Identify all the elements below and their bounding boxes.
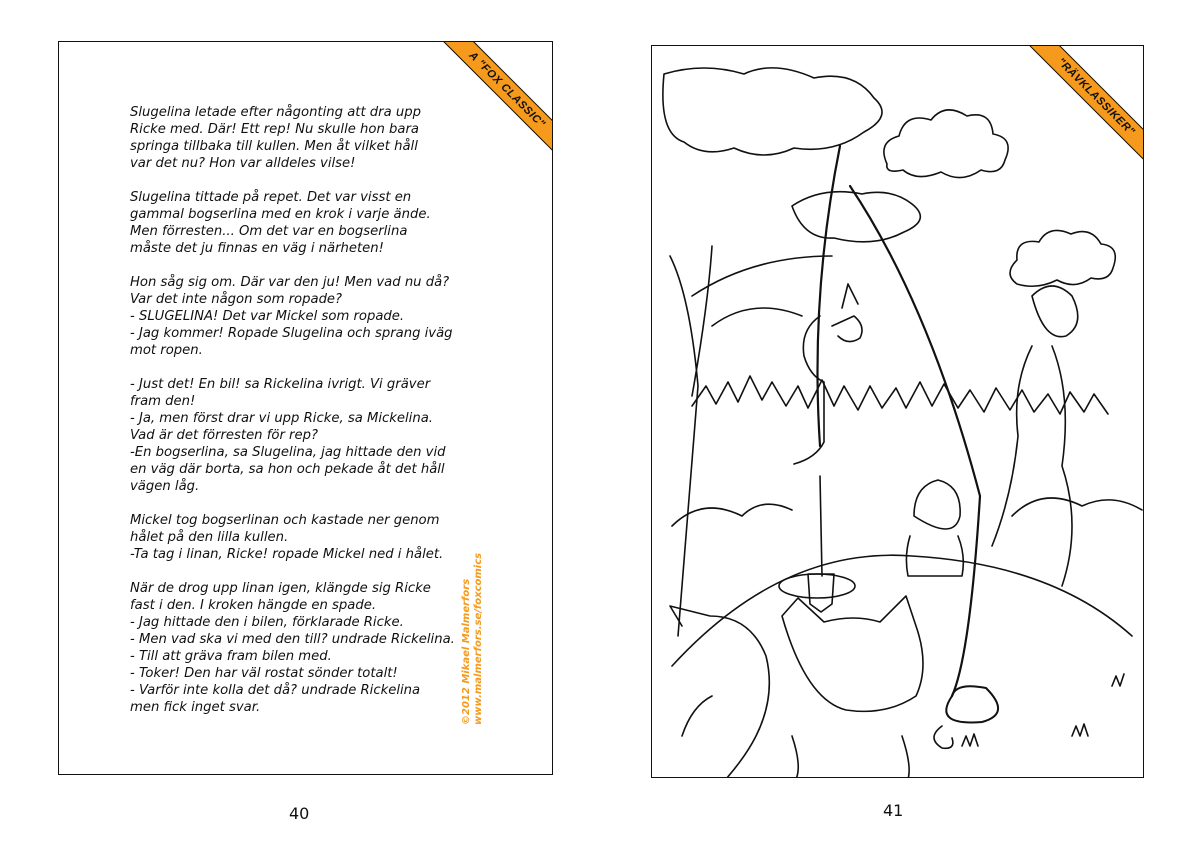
- text-line: - SLUGELINA! Det var Mickel som ropade.: [130, 309, 405, 324]
- pulling-fox: [992, 286, 1078, 586]
- tree-trunk: [670, 246, 712, 636]
- climbing-fox: [794, 284, 862, 464]
- tree-canopy: [792, 192, 920, 242]
- text-line: Mickel tog bogserlinan och kastade ner genom: [130, 513, 440, 528]
- rope-coil: [946, 686, 998, 722]
- text-line: hålet på den lilla kullen.: [130, 530, 289, 545]
- text-line: Vad är det förresten för rep?: [130, 428, 318, 443]
- text-line: Slugelina letade efter någonting att dra upp: [130, 105, 421, 120]
- fox-classic-banner: A "FOX CLASSIC": [432, 41, 553, 165]
- text-line: mot ropen.: [130, 343, 203, 358]
- story-text: [130, 104, 490, 733]
- text-line: - Toker! Den har väl rostat sönder totalt!: [130, 666, 398, 681]
- spade: [808, 476, 834, 612]
- text-line: Slugelina tittade på repet. Det var visst en: [130, 190, 412, 205]
- text-line: Hon såg sig om. Där var den ju! Men vad nu då?: [130, 275, 450, 290]
- text-line: fast i den. I kroken hängde en spade.: [130, 598, 377, 613]
- paragraph: [130, 274, 490, 359]
- text-line: -Ta tag i linan, Ricke! ropade Mickel ned i hålet.: [130, 547, 444, 562]
- hook: [934, 726, 953, 748]
- tree-branch: [692, 256, 832, 326]
- text-line: en väg där borta, sa hon och pekade åt det håll: [130, 462, 445, 477]
- text-line: Var det inte någon som ropade?: [130, 292, 343, 307]
- text-line: När de drog upp linan igen, klängde sig Ricke: [130, 581, 431, 596]
- page-number-left: 40: [289, 804, 310, 823]
- ravklassiker-banner: "RÄVKLASSIKER": [1021, 45, 1144, 172]
- cloud: [884, 110, 1008, 178]
- copyright-line: ©2012 Mikael Malmerfors: [461, 578, 472, 725]
- hole: [779, 574, 855, 598]
- text-line: måste det ju finnas en väg i närheten!: [130, 241, 384, 256]
- foreground-fox: [782, 596, 923, 778]
- tree-canopy: [663, 68, 882, 155]
- website-line: www.malmerfors.se/foxcomics: [473, 552, 484, 725]
- text-line: vägen låg.: [130, 479, 200, 494]
- paragraph: [130, 512, 490, 563]
- comic-illustration: [652, 46, 1144, 778]
- fox-in-hole: [906, 480, 963, 576]
- hill: [672, 555, 1132, 666]
- paragraph: [130, 189, 490, 257]
- page-number-right: 41: [883, 801, 904, 820]
- cloud: [1010, 230, 1115, 286]
- text-line: -En bogserlina, sa Slugelina, jag hittade den vid: [130, 445, 446, 460]
- paragraph: [130, 580, 490, 716]
- text-line: gammal bogserlina med en krok i varje ände.: [130, 207, 431, 222]
- paragraph: [130, 376, 490, 495]
- right-page: [651, 45, 1144, 778]
- foreground-fox: [670, 606, 769, 778]
- text-line: var det nu? Hon var alldeles vilse!: [130, 156, 356, 171]
- text-line: - Men vad ska vi med den till? undrade Rickelina.: [130, 632, 455, 647]
- text-line: - Jag kommer! Ropade Slugelina och sprang iväg: [130, 326, 453, 341]
- text-line: - Till att gräva fram bilen med.: [130, 649, 332, 664]
- text-line: Men förresten... Om det var en bogserlina: [130, 224, 408, 239]
- text-line: Ricke med. Där! Ett rep! Nu skulle hon bara: [130, 122, 419, 137]
- copyright-credit: [461, 553, 485, 725]
- rope: [818, 146, 981, 696]
- grass: [962, 674, 1124, 746]
- text-line: men fick inget svar.: [130, 700, 261, 715]
- text-line: - Varför inte kolla det då? undrade Rickelina: [130, 683, 421, 698]
- forest-edge: [692, 376, 1108, 414]
- text-line: - Just det! En bil! sa Rickelina ivrigt. Vi gräver: [130, 377, 431, 392]
- text-line: fram den!: [130, 394, 196, 409]
- text-line: - Ja, men först drar vi upp Ricke, sa Mickelina.: [130, 411, 433, 426]
- text-line: springa tillbaka till kullen. Men åt vilket håll: [130, 139, 418, 154]
- paragraph: [130, 104, 490, 172]
- text-line: - Jag hittade den i bilen, förklarade Ricke.: [130, 615, 404, 630]
